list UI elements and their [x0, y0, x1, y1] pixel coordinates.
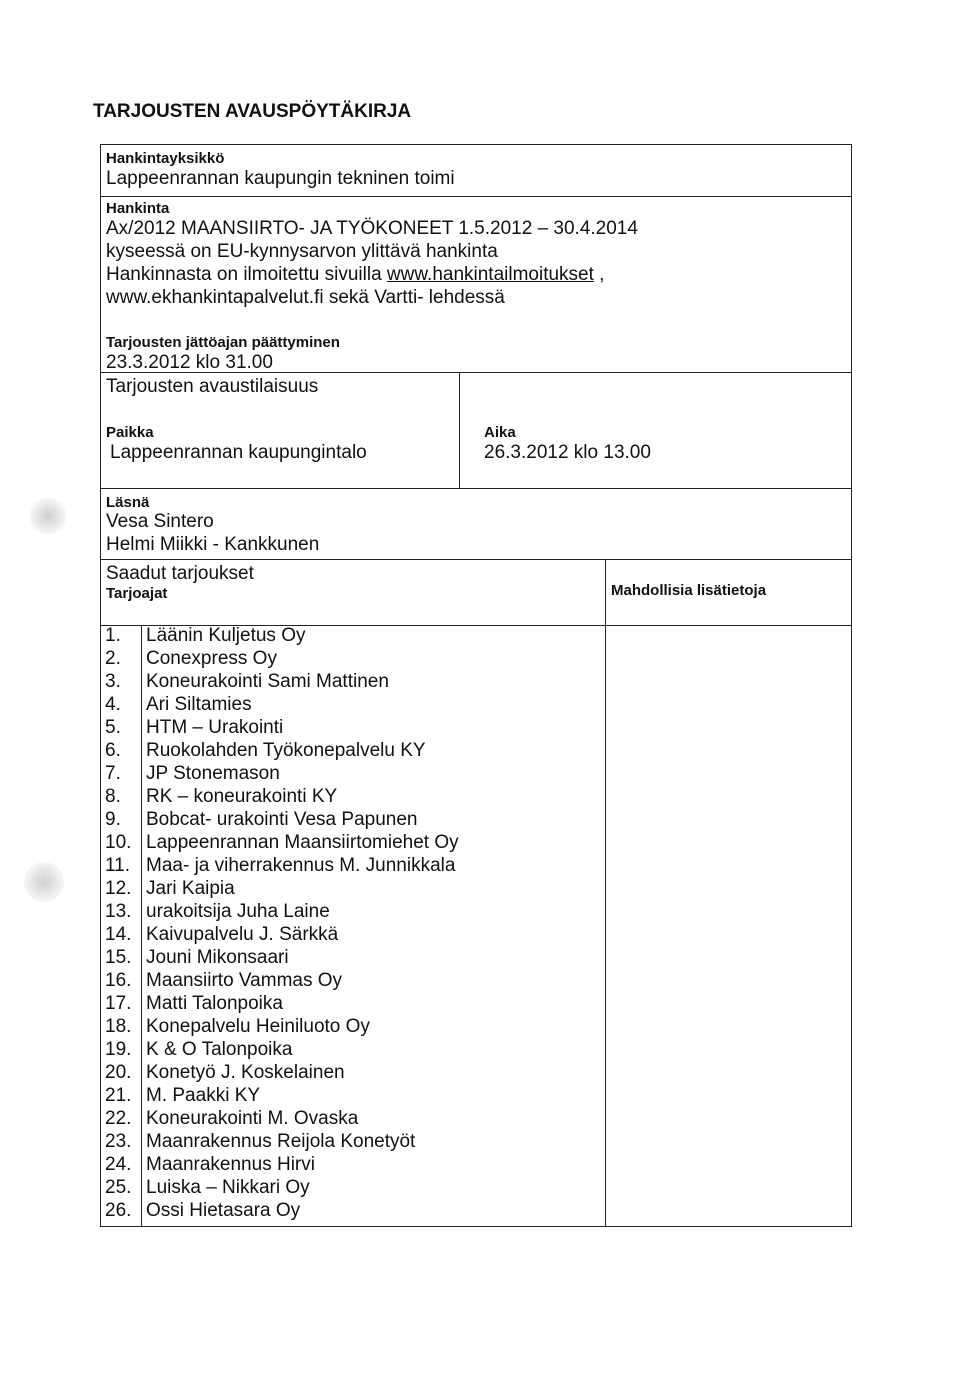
- bidder-number: 13.: [105, 901, 132, 922]
- bidder-number: 14.: [105, 924, 132, 945]
- present-label: Läsnä: [106, 494, 150, 511]
- deadline-value: 23.3.2012 klo 31.00: [106, 352, 273, 373]
- bidder-number: 4.: [105, 694, 121, 715]
- divider-unit: [100, 196, 852, 197]
- scan-speck: [30, 498, 66, 534]
- procurement-line-1: Ax/2012 MAANSIIRTO- JA TYÖKONEET 1.5.2012 – 30.4.2014: [106, 218, 638, 239]
- bidder-number: 18.: [105, 1016, 132, 1037]
- bidder-number: 2.: [105, 648, 121, 669]
- deadline-label: Tarjousten jättöajan päättyminen: [106, 334, 340, 351]
- unit-value: Lappeenrannan kaupungin tekninen toimi: [106, 168, 455, 189]
- bidder-name: urakoitsija Juha Laine: [146, 901, 330, 922]
- bidder-number: 10.: [105, 832, 132, 853]
- divider-opening: [100, 488, 852, 489]
- bidder-number: 24.: [105, 1154, 132, 1175]
- procurement-label: Hankinta: [106, 200, 170, 217]
- bidder-number: 21.: [105, 1085, 132, 1106]
- bidder-number: 15.: [105, 947, 132, 968]
- bidder-name: Koneurakointi M. Ovaska: [146, 1108, 359, 1129]
- bidder-name: Maanrakennus Reijola Konetyöt: [146, 1131, 416, 1152]
- procurement-line-2: kyseessä on EU-kynnysarvon ylittävä hankinta: [106, 241, 498, 262]
- bidder-name: Lappeenrannan Maansiirtomiehet Oy: [146, 832, 459, 853]
- bidder-number: 22.: [105, 1108, 132, 1129]
- bidder-name: Kaivupalvelu J. Särkkä: [146, 924, 339, 945]
- time-label: Aika: [484, 424, 516, 441]
- bidder-name: Matti Talonpoika: [146, 993, 283, 1014]
- bidder-name: Ruokolahden Työkonepalvelu KY: [146, 740, 426, 761]
- bidders-label: Tarjoajat: [106, 585, 168, 602]
- bidder-name: Jouni Mikonsaari: [146, 947, 289, 968]
- bidder-number: 8.: [105, 786, 121, 807]
- frame-top-border: [100, 144, 852, 145]
- place-value: Lappeenrannan kaupungintalo: [110, 442, 367, 463]
- bidder-name: Konetyö J. Koskelainen: [146, 1062, 345, 1083]
- bidder-name: K & O Talonpoika: [146, 1039, 293, 1060]
- bidder-name: Luiska – Nikkari Oy: [146, 1177, 310, 1198]
- bidder-name: Ossi Hietasara Oy: [146, 1200, 301, 1221]
- bidder-name: Bobcat- urakointi Vesa Papunen: [146, 809, 418, 830]
- bidder-number: 25.: [105, 1177, 132, 1198]
- bidder-number: 1.: [105, 625, 121, 646]
- bidder-name: Jari Kaipia: [146, 878, 235, 899]
- frame-bottom-border: [100, 1226, 852, 1227]
- bidder-number: 9.: [105, 809, 121, 830]
- bidder-number: 12.: [105, 878, 132, 899]
- bidder-name: Konepalvelu Heiniluoto Oy: [146, 1016, 370, 1037]
- present-name: Helmi Miikki - Kankkunen: [106, 534, 320, 555]
- bidder-number: 5.: [105, 717, 121, 738]
- bidder-name: Koneurakointi Sami Mattinen: [146, 671, 389, 692]
- hankintailmoitukset-link[interactable]: www.hankintailmoitukset: [386, 264, 594, 285]
- bidder-name: Maa- ja viherrakennus M. Junnikkala: [146, 855, 456, 876]
- bidder-name: Ari Siltamies: [146, 694, 252, 715]
- bidder-number: 19.: [105, 1039, 132, 1060]
- bidder-number: 26.: [105, 1200, 132, 1221]
- frame-left-border: [100, 144, 101, 1227]
- divider-present: [100, 559, 852, 560]
- unit-label: Hankintayksikkö: [106, 150, 225, 167]
- bidder-name: Maanrakennus Hirvi: [146, 1154, 315, 1175]
- info-label: Mahdollisia lisätietoja: [611, 582, 767, 599]
- time-value: 26.3.2012 klo 13.00: [484, 442, 651, 463]
- page-title: TARJOUSTEN AVAUSPÖYTÄKIRJA: [93, 101, 412, 122]
- bidder-number: 20.: [105, 1062, 132, 1083]
- divider-number-column: [141, 625, 142, 1227]
- bidder-number: 6.: [105, 740, 121, 761]
- bidder-number: 23.: [105, 1131, 132, 1152]
- procurement-line-4: www.ekhankintapalvelut.fi sekä Vartti- lehdessä: [106, 287, 505, 308]
- bidder-name: JP Stonemason: [146, 763, 280, 784]
- scan-speck: [24, 862, 64, 902]
- bidder-name: Läänin Kuljetus Oy: [146, 625, 306, 646]
- present-name: Vesa Sintero: [106, 511, 214, 532]
- bidder-name: M. Paakki KY: [146, 1085, 261, 1106]
- frame-right-border: [851, 144, 852, 1227]
- bidder-name: Maansiirto Vammas Oy: [146, 970, 343, 991]
- bidder-name: RK – koneurakointi KY: [146, 786, 338, 807]
- bidder-name: HTM – Urakointi: [146, 717, 284, 738]
- offers-heading: Saadut tarjoukset: [106, 563, 254, 584]
- divider-info-column: [605, 559, 606, 1227]
- procurement-line-3-suffix: ,: [593, 264, 605, 285]
- bidder-number: 11.: [105, 855, 131, 876]
- bidder-number: 17.: [105, 993, 132, 1014]
- bidder-number: 16.: [105, 970, 132, 991]
- bidder-number: 7.: [105, 763, 121, 784]
- procurement-line-3-prefix: Hankinnasta on ilmoitettu sivuilla: [106, 264, 387, 285]
- bidder-number: 3.: [105, 671, 121, 692]
- place-label: Paikka: [106, 424, 154, 441]
- opening-heading: Tarjousten avaustilaisuus: [106, 376, 319, 397]
- divider-place-time: [459, 372, 460, 488]
- bidder-name: Conexpress Oy: [146, 648, 277, 669]
- procurement-line-3: [106, 264, 604, 286]
